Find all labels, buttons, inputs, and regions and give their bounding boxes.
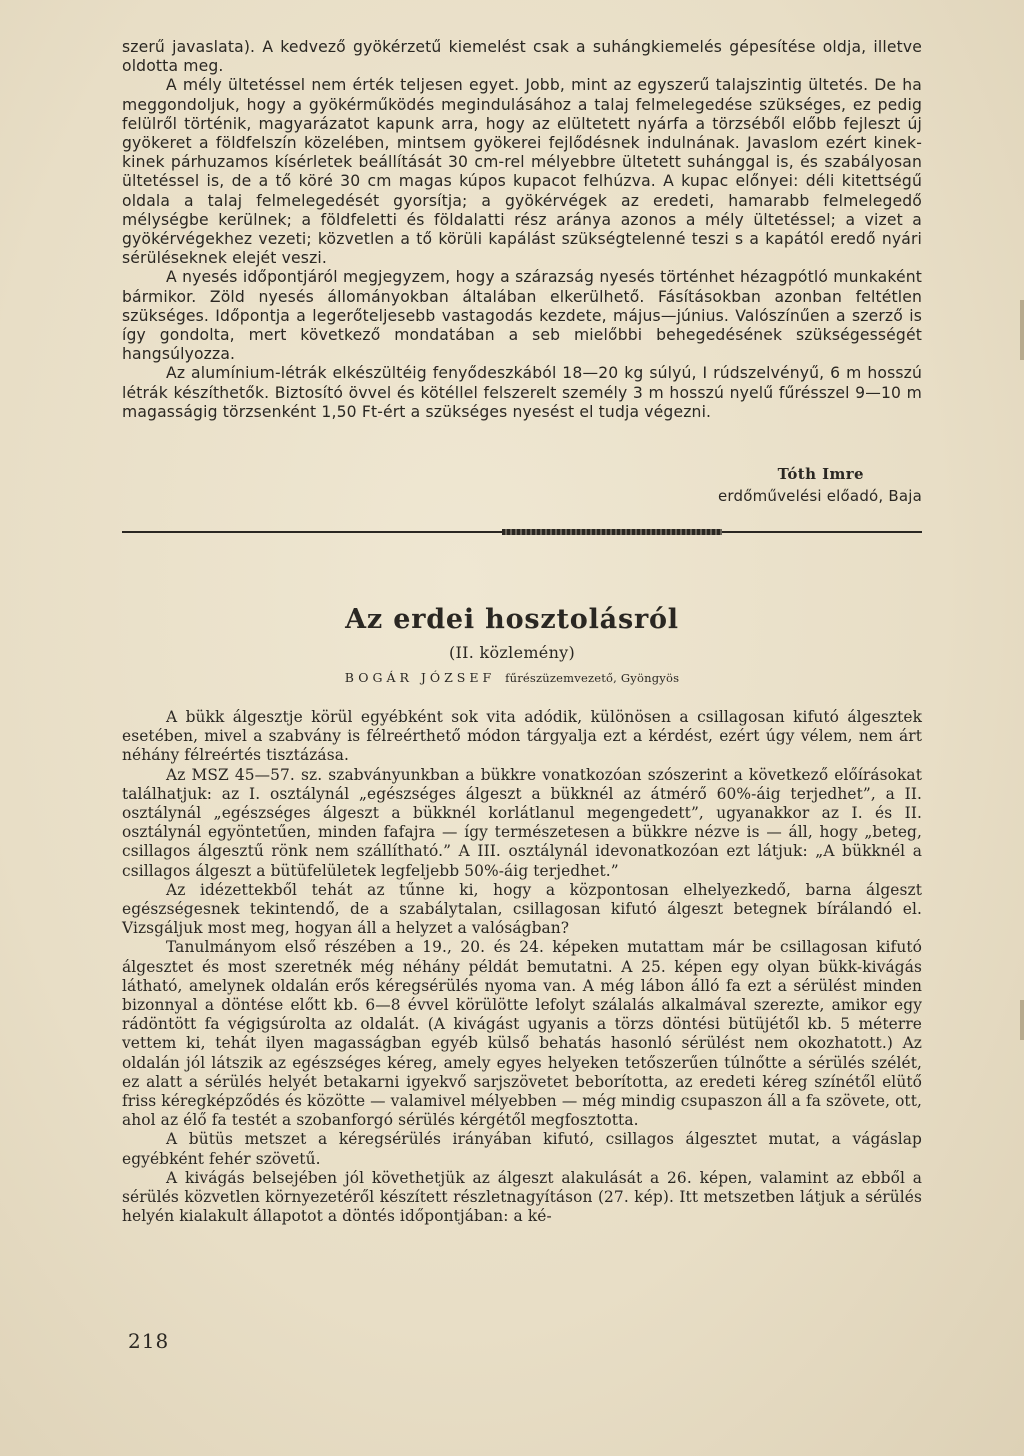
paragraph: Az alumínium-létrák elkészültéig fenyődeszkából 18—20 kg súlyú, I rúdszelvényű, 6 m hosszú létrák készíthetők. Biztosító övvel és kötéllel felszerelt személy 3 m hosszú nyelű fűrésszel 9—10 m magasságig törzsenként 1,50 Ft-ért a szükséges nyesést el tudja végezni. [122,364,922,421]
paragraph: A bükk álgesztje körül egyébként sok vita adódik, különösen a csillagosan kifutó álgesztek esetében, mivel a szabvány is félreérthető módon tárgyalja ezt a kérdést, ezért úgy vélem, nem árt néhány félreértés tisztázása. [122,708,922,765]
previous-article-ending [122,38,922,422]
paragraph: Az idézettekből tehát az tűnne ki, hogy a központosan elhelyezkedő, barna álgeszt egészségesnek tekintendő, de a szabálytalan, csillagosan kifutó álgeszt betegnek bírálandó el. Vizsgáljuk most meg, hogyan áll a helyzet a valóságban? [122,880,922,938]
author-signature [122,463,922,507]
section-divider [122,529,922,535]
signature-title: erdőművelési előadó, Baja [717,487,922,505]
signature-name: Tóth Imre [777,465,864,483]
article-body [122,708,922,1226]
paragraph: Tanulmányom első részében a 19., 20. és 24. képeken mutattam már be csillagosan kifutó álgesztet és most szeretnék még néhány példát bemutatni. A 25. képen egy olyan bükk-kivágás látható, amelynek oldalán erős kéregsérülés nyoma van. A még lábon álló fa ezt a sérülést minden bizonnyal a döntése előtt kb. 6—8 évvel körülötte lefolyt szálalás alkalmával szerezte, amikor egy rádöntött fa végigsúrolta az oldalát. (A kivágást ugyanis a törzs döntési bütüjétől kb. 5 méterre vettem ki, tehát ilyen magasságban egyéb külső behatás hasonló sérülést nem okozhatott.) Az oldalán jól látszik az egészséges kéreg, amely egyes helyeken tetőszerűen túlnőtte a sérülés szélét, ez alatt a sérülés helyét betakarni igyekvő sarjszövetet beborította, az eredeti kéreg színétől elütő friss kéregképződés és közötte — valamivel mélyebben — még mindig csupaszon áll a fa szövete, ott, ahol az élő fa testét a szobanforgó sérülés kérgétől megfosztotta. [122,938,922,1130]
article-author: BOGÁR JÓZSEF [344,670,496,685]
divider-ornament [502,529,722,535]
paragraph: A nyesés időpontjáról megjegyzem, hogy a szárazság nyesés történhet hézagpótló munkaként bármikor. Zöld nyesés állományokban általában elkerülhető. Fásításokban azonban feltétlen szükséges. Időpontja a legerőteljesebb vastagodás kezdete, május—június. Valószínűen a szerző is így gondolta, mert következő mondatában a seb mielőbbi behegedésének szükségességét hangsúlyozza. [122,268,922,364]
author-affiliation: fűrészüzemvezető, Gyöngyös [505,671,680,685]
paragraph: A bütüs metszet a kéregsérülés irányában kifutó, csillagos álgesztet mutat, a vágáslap egyébként fehér szövetű. [122,1130,922,1168]
page-number: 218 [128,1329,170,1353]
paragraph: A mély ültetéssel nem érték teljesen egyet. Jobb, mint az egyszerű talajszintig ültetés. De ha meggondoljuk, hogy a gyökérműködés megindulásához a talaj felmelegedése szükséges, ez pedig felülről történik, magyarázatot kapunk arra, hogy az elültetett nyárfa a törzséből előbb fejleszt új gyökeret a földfelszín közelében, mintsem gyökerei fejlődésnek indulnának. Javaslom ezért kinek-kinek párhuzamos kísérletek beállítását 30 cm-rel mélyebbre ültetett suhánggal is, és szabályosan ültetéssel is, de a tő köré 30 cm magas kúpos kupacot felhúzva. A kupac előnyei: déli kitettségű oldala a talaj felmelegedését gyorsítja; a gyökérvégek az eredeti, hamarabb felmelegedő mélységbe kerülnek; a földfeletti és földalatti rész aránya azonos a mély ültetéssel; a vizet a gyökérvégekhez vezeti; közvetlen a tő körüli kapálást szükségtelenné teszi s a kapától eredő nyári sérüléseknek elejét veszi. [122,76,922,268]
article-title: Az erdei hosztolásról [345,604,679,635]
page-edge-shadow [1020,1000,1024,1040]
paragraph: A kivágás belsejében jól követhetjük az álgeszt alakulását a 26. képen, valamint az ebből a sérülés közvetlen környezetéről készített részletnagyításon (27. kép). Itt metszetben látjuk a sérülés helyén kialakult állapotot a döntés időpontjában: a ké- [122,1168,922,1226]
article-subtitle: (II. közlemény) [448,643,576,662]
paragraph: szerű javaslata). A kedvező gyökérzetű kiemelést csak a suhángkiemelés gépesítése oldja, illetve oldotta meg. [122,38,922,76]
page-edge-shadow [1020,300,1024,360]
byline [0,670,1024,685]
paragraph: Az MSZ 45—57. sz. szabványunkban a bükkre vonatkozóan szószerint a következő előírásokat találhatjuk: az I. osztálynál „egészséges álgeszt a bükknél az átmérő 60%-áig terjedhet”, a II. osztálynál „egészséges álgeszt a bükknél korlátlanul megengedett”, ugyanakkor az I. és II. osztálynál egyöntetűen, minden fafajra — így természetesen a bükkre nézve is — áll, hogy „beteg, csillagos álgesztű rönk nem szállítható.” A III. osztálynál idevonatkozóan ezt látjuk: „A bükknél a csillagos álgeszt a bütüfelületek legfeljebb 50%-áig terjedhet.” [122,765,922,880]
